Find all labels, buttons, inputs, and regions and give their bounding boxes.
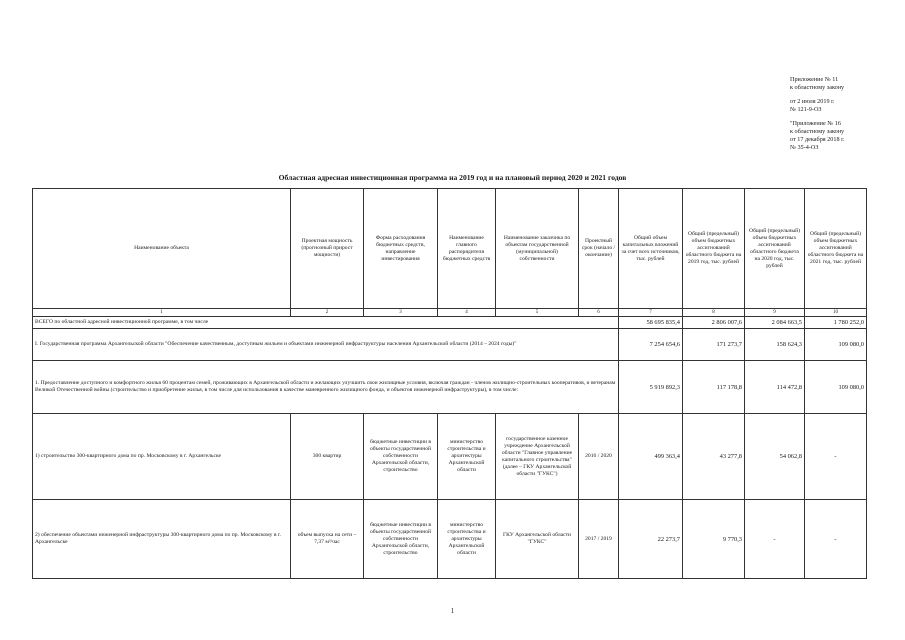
- column-header: Наименование главного распорядителя бюджетных средств: [438, 189, 496, 309]
- column-header: Общий (предельный) объем бюджетных ассигнований областного бюджета на 2020 год, тыс. рублей: [745, 189, 805, 309]
- cell-customer: государственное казенное учреждение Архангельской области "Главное управление капитального строительства" (далее – ГКУ Архангельской области "ГУКС"): [496, 414, 579, 500]
- cell-2020: 54 062,8: [745, 414, 805, 500]
- cell-term: 2016 / 2020: [579, 414, 619, 500]
- column-number: 4: [438, 309, 496, 317]
- column-header: Общий (предельный) объем бюджетных ассигнований областного бюджета на 2019 год, тыс. рублей: [683, 189, 745, 309]
- row-name: I. Государственная программа Архангельской области "Обеспечение качественным, доступным жильем и объектами инженерной инфраструктуры населения Архангельской области (2014 – 2024 годы)": [33, 329, 619, 361]
- cell-2019: 43 277,8: [683, 414, 745, 500]
- cell-2019: 171 273,7: [683, 329, 745, 361]
- appendix-line: к областному закону: [790, 128, 845, 135]
- table-row-program: [33, 329, 867, 361]
- cell-2021: 109 080,0: [805, 329, 867, 361]
- appendix-line: № 35-4-ОЗ: [790, 144, 819, 151]
- cell-total-investment: 7 254 654,6: [619, 329, 683, 361]
- column-header: Наименование объекта: [33, 189, 291, 309]
- appendix-line: от 2 июля 2019 г.: [790, 98, 835, 105]
- column-number: 9: [745, 309, 805, 317]
- table-row-item: [33, 414, 867, 500]
- table-row-total: [33, 317, 867, 329]
- appendix-line: № 121-9-ОЗ: [790, 106, 822, 113]
- column-number: 3: [364, 309, 438, 317]
- table-row-subprogram: [33, 361, 867, 414]
- column-number: 2: [291, 309, 364, 317]
- table-header-row: [33, 189, 867, 309]
- cell-2020: 2 084 663,5: [745, 317, 805, 329]
- column-header: Проектный срок (начало / окончание): [579, 189, 619, 309]
- cell-total-investment: 5 919 892,3: [619, 361, 683, 414]
- column-number: 10: [805, 309, 867, 317]
- row-name: ВСЕГО по областной адресной инвестиционной программе, в том числе: [33, 317, 619, 329]
- cell-2020: 114 472,8: [745, 361, 805, 414]
- table-row-item: [33, 500, 867, 579]
- column-header: Общий объем капитальных вложений за счет всех источников, тыс. рублей: [619, 189, 683, 309]
- page-number: 1: [450, 607, 455, 615]
- cell-form: бюджетные инвестиции в объекты государственной собственности Архангельской области, строительство: [364, 500, 438, 579]
- appendix-line: от 17 декабря 2018 г.: [790, 136, 845, 143]
- appendix-line: "Приложение № 16: [790, 120, 841, 127]
- cell-total-investment: 499 363,4: [619, 414, 683, 500]
- cell-form: бюджетные инвестиции в объекты государственной собственности Архангельской области, строительство: [364, 414, 438, 500]
- cell-2020: -: [745, 500, 805, 579]
- column-header: Проектная мощность (прогнозный прирост мощности): [291, 189, 364, 309]
- cell-2021: -: [805, 414, 867, 500]
- cell-term: 2017 / 2019: [579, 500, 619, 579]
- cell-2021: 109 080,0: [805, 361, 867, 414]
- row-name: 1) строительство 300-квартирного дома по пр. Московскому в г. Архангельске: [33, 414, 291, 500]
- investment-program-table: [32, 188, 867, 579]
- appendix-line: к областному закону: [790, 84, 845, 91]
- cell-manager: министерство строительства и архитектуры Архангельской области: [438, 414, 496, 500]
- cell-2021: 1 780 252,0: [805, 317, 867, 329]
- cell-2019: 2 806 007,6: [683, 317, 745, 329]
- cell-customer: ГКУ Архангельской области "ГУКС": [496, 500, 579, 579]
- cell-total-investment: 22 273,7: [619, 500, 683, 579]
- row-name: 2) обеспечение объектами инженерной инфраструктуры 300-квартирного дома по пр. Московскому в г. Архангельске: [33, 500, 291, 579]
- column-number: 8: [683, 309, 745, 317]
- document-title: Областная адресная инвестиционная программа на 2019 год и на плановый период 2020 и 2021 годов: [278, 173, 627, 182]
- cell-manager: министерство строительства и архитектуры Архангельской области: [438, 500, 496, 579]
- column-number: 5: [496, 309, 579, 317]
- cell-2019: 9 770,3: [683, 500, 745, 579]
- appendix-note: [790, 76, 898, 152]
- row-name: 1. Предоставление доступного и комфортного жилья 60 процентам семей, проживающих в Архангельской области и желающих улучшить свои жилищные условия, включая граждан - членов жилищно-строительных кооперативов, и ветеранам Великой Отечественной войны (строительство и приобретение жилья, в том числе для использования в качестве маневренного жилищного фонда, и объектов инженерной инфраструктуры), в том числе:: [33, 361, 619, 414]
- cell-2021: -: [805, 500, 867, 579]
- cell-2020: 158 624,3: [745, 329, 805, 361]
- column-number-row: [33, 309, 867, 317]
- cell-total-investment: 58 695 835,4: [619, 317, 683, 329]
- column-number: 7: [619, 309, 683, 317]
- cell-capacity: объем выпуска на сети – 7,37 м³/час: [291, 500, 364, 579]
- column-header: Форма расходования бюджетных средств, направление инвестирования: [364, 189, 438, 309]
- cell-capacity: 300 квартир: [291, 414, 364, 500]
- column-number: 1: [33, 309, 291, 317]
- column-header: Наименование заказчика по объектам государственной (муниципальной) собственности: [496, 189, 579, 309]
- column-header: Общий (предельный) объем бюджетных ассигнований областного бюджета на 2021 год, тыс. рублей: [805, 189, 867, 309]
- cell-2019: 117 178,8: [683, 361, 745, 414]
- column-number: 6: [579, 309, 619, 317]
- appendix-line: Приложение № 11: [790, 76, 839, 83]
